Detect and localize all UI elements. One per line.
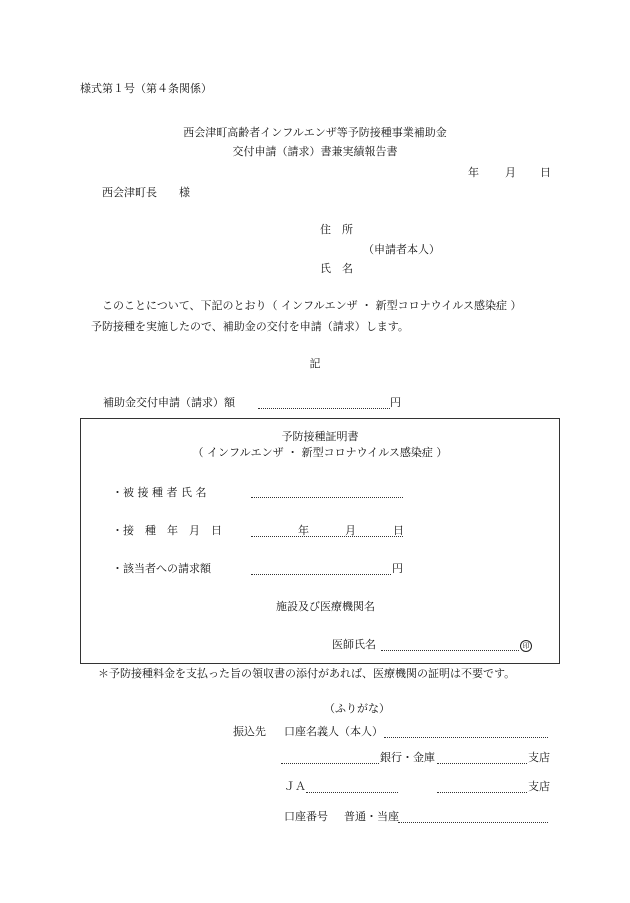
cert-date-month: 月 xyxy=(345,524,356,537)
form-title-line2: 交付申請（請求）書兼実績報告書 xyxy=(232,145,398,158)
date-day-label: 日 xyxy=(540,166,551,179)
ja-name-field[interactable] xyxy=(306,792,398,793)
recipient-name-label: ・被 接 種 者 氏 名 xyxy=(112,486,207,499)
account-holder-field[interactable] xyxy=(384,737,548,738)
cert-date-day: 日 xyxy=(393,524,404,537)
account-holder-label: 口座名義人（本人） xyxy=(284,725,383,738)
vaccination-date-field[interactable] xyxy=(251,536,403,537)
account-type[interactable]: 普通・当座 xyxy=(344,810,399,823)
claim-amount-label: ・該当者への請求額 xyxy=(112,562,211,575)
name-label: 氏 名 xyxy=(320,262,353,275)
doctor-name-field[interactable] xyxy=(381,650,519,651)
account-number-field[interactable] xyxy=(398,822,548,823)
ja-label: ＪＡ xyxy=(284,780,306,793)
bank-label: 銀行・金庫 xyxy=(380,751,435,764)
seal-mark xyxy=(520,638,532,652)
certificate-title: 予防接種証明書 xyxy=(281,430,359,443)
ki-heading: 記 xyxy=(309,357,321,370)
facility-label: 施設及び医療機関名 xyxy=(276,600,375,613)
form-title-line1: 西会津町高齢者インフルエンザ等予防接種事業補助金 xyxy=(183,126,447,139)
branch-field-2[interactable] xyxy=(437,792,527,793)
claim-amount-yen: 円 xyxy=(392,562,403,575)
body-paragraph-line1: このことについて、下記のとおり（ インフルエンザ ・ 新型コロナウイルス感染症 ） xyxy=(102,299,522,312)
furigana-label: （ふりがな） xyxy=(324,702,390,715)
form-number: 様式第１号（第４条関係） xyxy=(80,82,212,95)
doctor-name-label: 医師氏名 xyxy=(332,638,376,651)
account-number-label: 口座番号 xyxy=(284,810,328,823)
date-month-label: 月 xyxy=(505,166,516,179)
branch-field-1[interactable] xyxy=(437,763,527,764)
seal-icon: 印 xyxy=(520,640,532,652)
recipient-name-field[interactable] xyxy=(251,497,403,498)
cert-date-year: 年 xyxy=(298,524,309,537)
branch-label-1: 支店 xyxy=(528,751,550,764)
amount-label: 補助金交付申請（請求）額 xyxy=(103,396,235,409)
branch-label-2: 支店 xyxy=(528,780,550,793)
body-paragraph-line2: 予防接種を実施したので、補助金の交付を申請（請求）します。 xyxy=(91,320,409,333)
amount-field[interactable] xyxy=(258,408,390,409)
date-year-label: 年 xyxy=(468,166,479,179)
amount-yen: 円 xyxy=(390,396,401,409)
claim-amount-field[interactable] xyxy=(251,574,391,575)
vaccination-date-label: ・接 種 年 月 日 xyxy=(112,524,222,537)
receipt-note: ＊予防接種料金を支払った旨の領収書の添付があれば、医療機関の証明は不要です。 xyxy=(98,667,516,680)
address-label: 住 所 xyxy=(320,223,353,236)
addressee: 西会津町長 様 xyxy=(102,186,190,199)
transfer-label: 振込先 xyxy=(233,725,266,738)
bank-name-field[interactable] xyxy=(281,763,379,764)
certificate-subtitle: （ インフルエンザ ・ 新型コロナウイルス感染症 ） xyxy=(192,446,448,459)
applicant-self-note: （申請者本人） xyxy=(363,243,440,256)
